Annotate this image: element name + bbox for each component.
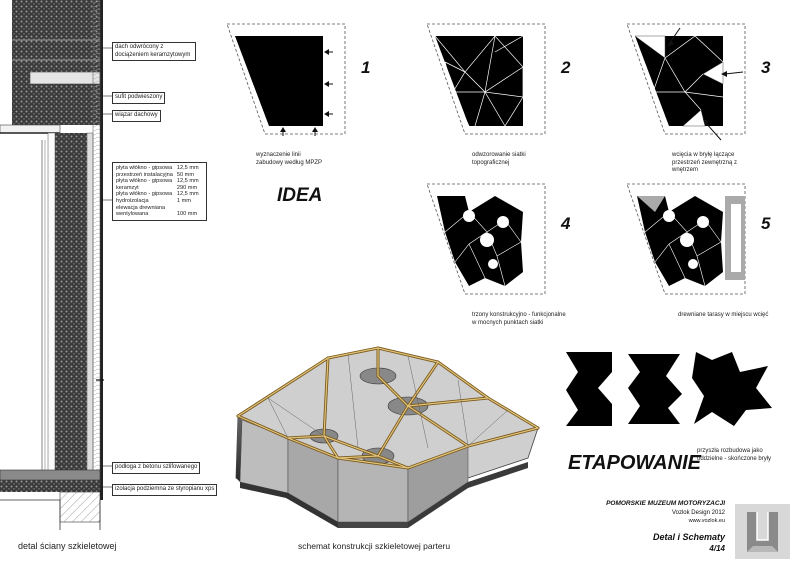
structure-model — [228, 328, 548, 528]
structure-model-drawing — [228, 328, 548, 528]
scheme-2 — [425, 22, 555, 142]
scheme-2-drawing — [425, 22, 555, 142]
wall-layer-row — [116, 205, 203, 212]
wall-layers — [116, 165, 203, 218]
wall-layer-row — [116, 178, 203, 185]
wall-layer-thickness: 1 mm — [176, 197, 191, 204]
wall-layer-row — [116, 172, 203, 179]
wall-section-drawing — [0, 0, 240, 530]
etapowanie-title: ETAPOWANIE — [568, 452, 701, 474]
scheme-4-number: 4 — [561, 214, 571, 233]
scheme-4 — [425, 182, 555, 302]
studio-logo-graphic — [735, 504, 790, 559]
wall-layer-thickness: 290 mm — [176, 184, 198, 191]
wall-layer-name: keramzyt — [116, 184, 139, 191]
wall-layer-row — [116, 191, 203, 198]
wall-layer-row — [116, 165, 203, 172]
wall-layer-name: elewacja drewniana — [116, 204, 166, 211]
scheme-2-number: 2 — [561, 58, 571, 77]
wall-layer-thickness: 100 mm — [176, 211, 198, 218]
scheme-2-caption: odwzorowanie siatki topograficznej — [472, 152, 526, 166]
studio-web: www.vozlok.eu — [688, 518, 725, 524]
etapowanie-caption: przyszła rozbudowa jako oddzielne - skończone bryły — [697, 448, 772, 462]
scheme-1 — [225, 22, 355, 142]
ceiling-label: sufit podwieszony — [112, 92, 165, 104]
insulation-label: izolacja podziemna ze styropianu xps — [112, 484, 217, 496]
etapowanie-shapes — [562, 348, 777, 428]
wall-layer-row — [116, 211, 203, 218]
sheet-number: 4/14 — [709, 544, 725, 553]
etapowanie-drawing — [562, 348, 777, 428]
wall-layer-row — [116, 198, 203, 205]
museum-name: POMORSKIE MUZEUM MOTORYZACJI — [606, 500, 725, 507]
wall-layer-thickness: 12,5 mm — [176, 165, 199, 171]
model-caption: schemat konstrukcji szkieletowej parteru — [298, 541, 451, 551]
detail-caption: detal ściany szkieletowej — [18, 541, 117, 551]
scheme-5-number: 5 — [761, 214, 771, 233]
roof-label: dach odwrócony z dociążeniem keramzytowym — [112, 42, 196, 61]
wall-layer-name: wentylowana — [116, 211, 149, 218]
truss-label: wiązar dachowy — [112, 110, 161, 122]
wall-layer-name: płyta włókno - gipsowa — [116, 165, 173, 171]
scheme-5-drawing — [625, 182, 755, 302]
wall-layers-table — [112, 162, 207, 221]
scheme-1-number: 1 — [361, 58, 371, 77]
idea-title: IDEA — [277, 185, 323, 206]
scheme-5 — [625, 182, 755, 302]
wall-layer-row — [116, 185, 203, 192]
title-block — [590, 500, 725, 553]
wall-layer-name: płyta włókno - gipsowa — [116, 191, 173, 198]
floor-label: podłoga z betonu szlifowanego — [112, 462, 200, 474]
scheme-3-drawing — [625, 22, 755, 142]
scheme-4-drawing — [425, 182, 555, 302]
studio-logo — [735, 504, 790, 559]
wall-detail — [0, 0, 240, 530]
scheme-1-caption: wyznaczenie linii zabudowy według MPZP — [256, 152, 323, 166]
scheme-5-caption: drewniane tarasy w miejscu wcięć — [678, 312, 769, 318]
wall-layer-thickness: 50 mm — [176, 171, 195, 178]
scheme-4-caption: trzony konstrukcyjno - funkcjonalne w mocnych punktach siatki — [472, 312, 566, 326]
wall-layer-thickness — [177, 205, 203, 212]
scheme-3-caption: wcięcia w bryłę łączące przestrzeń zewnętrzną z wnętrzem — [672, 152, 738, 173]
sheet-title: Detal i Schematy — [652, 532, 725, 542]
studio-name: Vozlok Design 2012 — [671, 510, 725, 516]
wall-layer-thickness: 12,5 mm — [176, 178, 199, 185]
scheme-3 — [625, 22, 755, 142]
wall-layer-name: płyta włókno - gipsowa — [116, 178, 173, 185]
wall-layer-name: przestrzeń instalacyjna — [116, 171, 173, 178]
wall-layer-thickness: 12,5 mm — [176, 191, 199, 198]
scheme-3-number: 3 — [761, 58, 771, 77]
scheme-1-drawing — [225, 22, 355, 142]
wall-layer-name: hydroizolacja — [116, 197, 149, 204]
